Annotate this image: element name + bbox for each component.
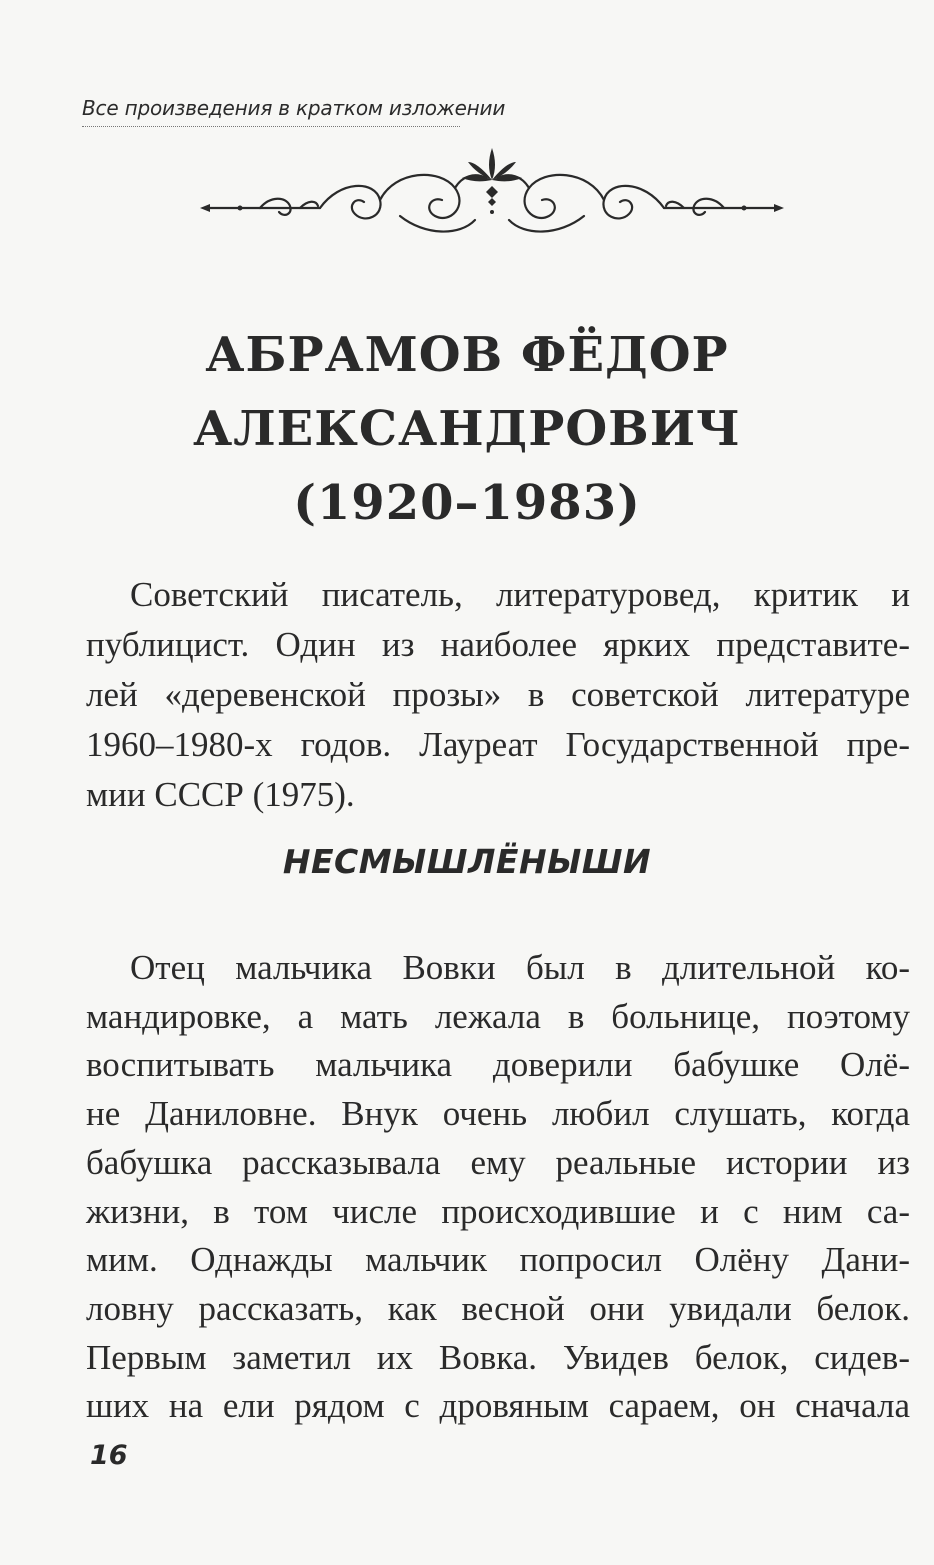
story-line: ловну рассказать, как весной они увидали белок. bbox=[86, 1288, 910, 1328]
author-years: (1920–1983) bbox=[293, 475, 641, 531]
story-line: мим. Однажды мальчик попросил Олёну Дани- bbox=[86, 1240, 910, 1280]
story-line: Отец мальчика Вовки был в длительной ко- bbox=[130, 948, 910, 987]
story-line: не Даниловне. Внук очень любил слушать, когда bbox=[86, 1094, 910, 1134]
story-text bbox=[86, 944, 910, 1431]
bio-line: лей «деревенской прозы» в советской литературе bbox=[86, 675, 910, 714]
ornament-divider bbox=[200, 140, 784, 240]
author-name-line-2: АЛЕКСАНДРОВИЧ bbox=[193, 401, 741, 457]
story-line: мандировке, а мать лежала в больнице, поэтому bbox=[86, 996, 910, 1036]
bio-line: Советский писатель, литературовед, критик и bbox=[130, 575, 910, 614]
story-line: воспитывать мальчика доверили бабушке Олё- bbox=[86, 1045, 910, 1085]
story-line: ших на ели рядом с дровяным сараем, он сначала bbox=[86, 1386, 910, 1426]
author-biography bbox=[86, 570, 910, 820]
author-name-line-1: АБРАМОВ ФЁДОР bbox=[205, 327, 729, 383]
running-header: Все произведения в кратком изложении bbox=[82, 96, 460, 127]
story-line: жизни, в том числе происходившие и с ним са- bbox=[86, 1191, 910, 1231]
author-heading bbox=[60, 318, 874, 540]
bio-line: публицист. Один из наиболее ярких представите- bbox=[86, 625, 910, 664]
story-line: Первым заметил их Вовка. Увидев белок, сидев- bbox=[86, 1337, 910, 1377]
work-title: НЕСМЫШЛЁНЫШИ bbox=[282, 842, 652, 881]
bio-line: 1960–1980-х годов. Лауреат Государственной пре- bbox=[86, 725, 910, 764]
bio-line: мии СССР (1975). bbox=[86, 775, 355, 814]
page-number: 16 bbox=[90, 1440, 128, 1471]
story-line: бабушка рассказывала ему реальные истории из bbox=[86, 1142, 910, 1182]
